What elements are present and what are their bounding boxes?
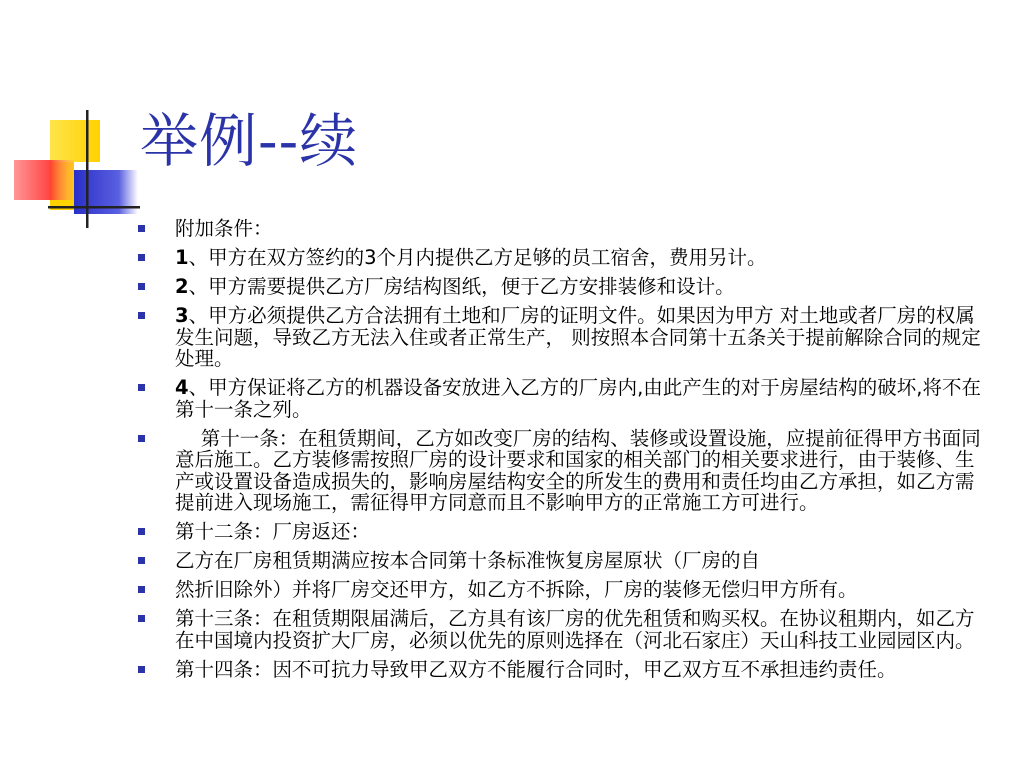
item-number: 2 (175, 275, 189, 298)
item-number: 4 (175, 376, 189, 399)
bullet-icon (138, 435, 145, 442)
item-text: 然折旧除外）并将厂房交还甲方，如乙方不拆除，厂房的装修无偿归甲方所有。 (175, 578, 858, 601)
item-text: 、甲方保证将乙方的机器设备安放进入乙方的厂房内,由此产生的对于房屋结构的破坏,将不在第十一条之列。 (175, 376, 981, 421)
item-text: 乙方在厂房租赁期满应按本合同第十条标准恢复房屋原状（厂房的自 (175, 549, 761, 572)
bullet-icon (138, 528, 145, 535)
list-item (134, 608, 984, 651)
item-text: 附加条件： (175, 217, 273, 240)
item-text: 、甲方在双方签约的3个月内提供乙方足够的员工宿舍，费用另计。 (188, 246, 767, 269)
bullet-icon (138, 666, 145, 673)
item-number: 3 (175, 304, 189, 327)
list-item (134, 521, 984, 543)
list-item (134, 377, 984, 420)
bullet-icon (138, 312, 145, 319)
item-text: 、甲方需要提供乙方厂房结构图纸，便于乙方安排装修和设计。 (188, 275, 735, 298)
item-number: 1 (175, 246, 189, 269)
list-item (134, 218, 984, 240)
bullet-icon (138, 557, 145, 564)
bullet-icon (138, 384, 145, 391)
item-text: 第十一条：在租赁期间，乙方如改变厂房的结构、装修或设置设施，应提前征得甲方书面同意后施工。乙方装修需按照厂房的设计要求和国家的相关部门的相关要求进行，由于装修、生产或设置设备造成损失的，影响房屋结构安全的所发生的费用和责任均由乙方承担，如乙方需提前进入现场施工，需征得甲方同意而且不影响甲方的正常施工方可进行。 (175, 426, 981, 514)
list-item (134, 550, 984, 572)
list-item (134, 305, 984, 370)
list-item (134, 659, 984, 681)
list-item (134, 247, 984, 269)
list-item (134, 276, 984, 298)
bullet-icon (138, 283, 145, 290)
list-item (134, 428, 984, 514)
slide-title: 举例--续 (140, 107, 359, 175)
item-text: 第十三条：在租赁期限届满后，乙方具有该厂房的优先租赁和购买权。在协议租期内，如乙方在中国境内投资扩大厂房，必须以优先的原则选择在（河北石家庄）天山科技工业园园区内。 (175, 607, 975, 652)
list-item (134, 579, 984, 601)
item-text: 、甲方必须提供乙方合法拥有土地和厂房的证明文件。如果因为甲方 对土地或者厂房的权属发生问题，导致乙方无法入住或者正常生产， 则按照本合同第十五条关于提前解除合同的规定处理。 (175, 304, 981, 370)
item-text: 第十二条：厂房返还： (175, 520, 371, 543)
bullet-icon (138, 225, 145, 232)
bullet-list (134, 218, 984, 688)
bullet-icon (138, 254, 145, 261)
corner-decoration (0, 0, 140, 240)
bullet-icon (138, 615, 145, 622)
bullet-icon (138, 586, 145, 593)
item-text: 第十四条：因不可抗力导致甲乙双方不能履行合同时，甲乙双方互不承担违约责任。 (175, 657, 897, 681)
